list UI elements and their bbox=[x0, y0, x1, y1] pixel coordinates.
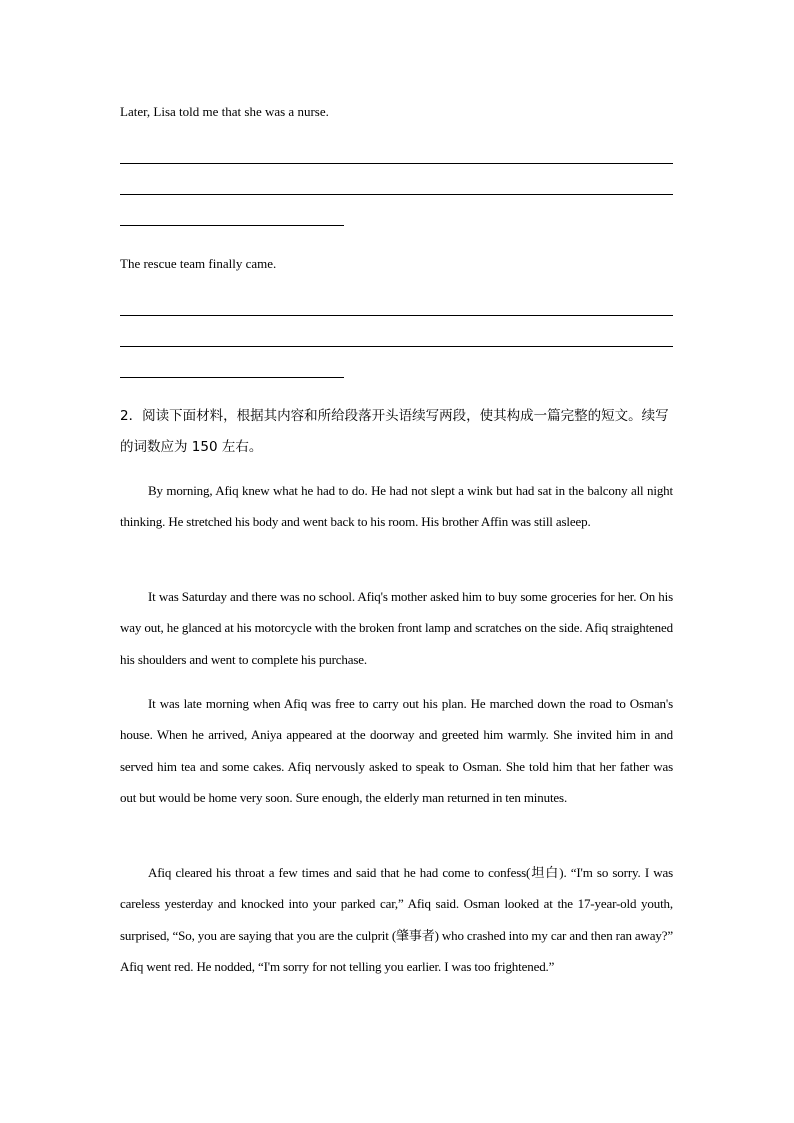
answer-line bbox=[120, 315, 673, 316]
answer-line bbox=[120, 346, 673, 347]
continuation-prompt-2: The rescue team finally came. bbox=[120, 256, 277, 271]
answer-line bbox=[120, 163, 673, 164]
answer-line bbox=[120, 194, 673, 195]
passage-paragraph: It was late morning when Afiq was free to carry out his plan. He marched down the road to Osman's house. When he arrived, Aniya appeared at the doorway and greeted him warmly. She invited him in and served him tea and some cakes. Afiq nervously asked to speak to Osman. She told him that her father was out but would be home very soon. Sure enough, the elderly man returned in ten minutes. bbox=[120, 696, 673, 805]
continuation-prompt-1: Later, Lisa told me that she was a nurse. bbox=[120, 104, 329, 119]
passage-paragraph: It was Saturday and there was no school. Afiq's mother asked him to buy some groceries for her. On his way out, he glanced at his motorcycle with the broken front lamp and scratches on the side. Afiq straightened his shoulders and went to complete his purchase. bbox=[120, 589, 673, 667]
passage-paragraph: By morning, Afiq knew what he had to do. He had not slept a wink but had sat in the balcony all night thinking. He stretched his body and went back to his room. His brother Affin was still asleep. bbox=[120, 483, 673, 530]
passage-paragraph: Afiq cleared his throat a few times and said that he had come to confess(坦白). “I'm so sorry. I was careless yesterday and knocked into your parked car,” Afiq said. Osman looked at the 17-year-old youth, surprised, “So, you are saying that you are the culprit (肇事者) who crashed into my car and then ran away?” Afiq went red. He nodded, “I'm sorry for not telling you earlier. I was too frightened.” bbox=[120, 865, 673, 974]
task-instructions: 2．阅读下面材料，根据其内容和所给段落开头语续写两段，使其构成一篇完整的短文。续写的词数应为 150 左右。 bbox=[120, 408, 669, 455]
answer-line bbox=[120, 225, 344, 226]
answer-line bbox=[120, 377, 344, 378]
